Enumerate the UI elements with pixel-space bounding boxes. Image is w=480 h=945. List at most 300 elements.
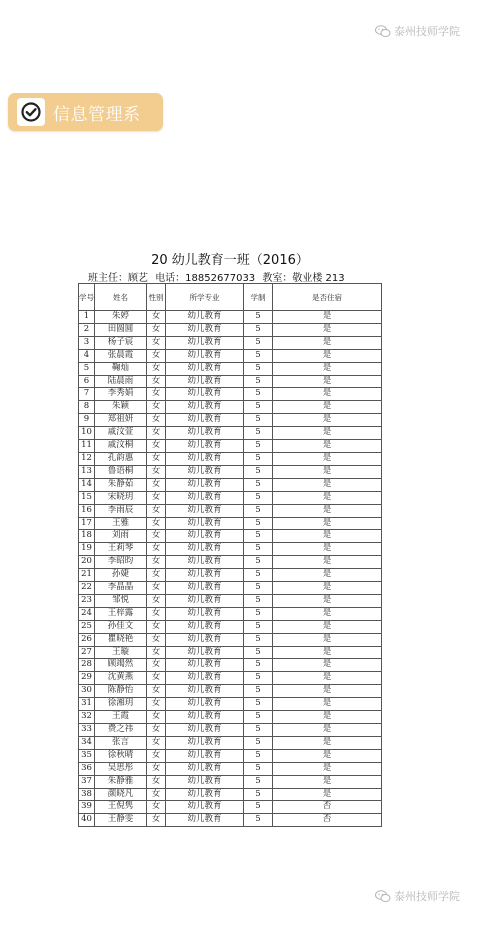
cell-program-length: 5: [244, 801, 273, 814]
cell-boarding: 是: [273, 582, 382, 595]
cell-gender: 女: [147, 556, 166, 569]
cell-boarding: 是: [273, 646, 382, 659]
cell-major: 幼儿教育: [166, 646, 244, 659]
cell-major: 幼儿教育: [166, 736, 244, 749]
cell-major: 幼儿教育: [166, 323, 244, 336]
cell-name: 朱颖: [95, 401, 147, 414]
cell-name: 戚汶萱: [95, 427, 147, 440]
cell-boarding: 是: [273, 698, 382, 711]
cell-boarding: 是: [273, 336, 382, 349]
cell-boarding: 是: [273, 711, 382, 724]
cell-major: 幼儿教育: [166, 724, 244, 737]
cell-name: 张言: [95, 736, 147, 749]
cell-name: 王梓露: [95, 607, 147, 620]
table-row: [79, 698, 382, 711]
cell-gender: 女: [147, 569, 166, 582]
cell-boarding: 是: [273, 491, 382, 504]
cell-program-length: 5: [244, 620, 273, 633]
phone-label: 电话：18852677033: [155, 273, 256, 284]
cell-boarding: 是: [273, 672, 382, 685]
cell-name: 陈静怡: [95, 685, 147, 698]
cell-student-id: 20: [79, 556, 95, 569]
cell-program-length: 5: [244, 685, 273, 698]
cell-student-id: 32: [79, 711, 95, 724]
cell-gender: 女: [147, 801, 166, 814]
cell-program-length: 5: [244, 414, 273, 427]
cell-name: 吴思彤: [95, 762, 147, 775]
cell-gender: 女: [147, 607, 166, 620]
watermark-top: [375, 23, 460, 39]
table-row: [79, 646, 382, 659]
table-row: [79, 607, 382, 620]
cell-boarding: 是: [273, 401, 382, 414]
cell-program-length: 5: [244, 749, 273, 762]
table-row: [79, 633, 382, 646]
table-row: [79, 349, 382, 362]
cell-program-length: 5: [244, 556, 273, 569]
cell-major: 幼儿教育: [166, 491, 244, 504]
cell-program-length: 5: [244, 323, 273, 336]
cell-gender: 女: [147, 349, 166, 362]
cell-program-length: 5: [244, 736, 273, 749]
cell-gender: 女: [147, 736, 166, 749]
cell-gender: 女: [147, 672, 166, 685]
cell-student-id: 10: [79, 427, 95, 440]
cell-name: 邹悦: [95, 594, 147, 607]
cell-major: 幼儿教育: [166, 711, 244, 724]
cell-student-id: 27: [79, 646, 95, 659]
table-body: [79, 311, 382, 827]
cell-major: 幼儿教育: [166, 349, 244, 362]
cell-major: 幼儿教育: [166, 569, 244, 582]
cell-program-length: 5: [244, 569, 273, 582]
wechat-icon: [375, 25, 391, 38]
cell-name: 徐湘玥: [95, 698, 147, 711]
cell-major: 幼儿教育: [166, 517, 244, 530]
cell-boarding: 是: [273, 530, 382, 543]
cell-major: 幼儿教育: [166, 504, 244, 517]
cell-student-id: 6: [79, 375, 95, 388]
cell-gender: 女: [147, 517, 166, 530]
cell-major: 幼儿教育: [166, 633, 244, 646]
cell-gender: 女: [147, 452, 166, 465]
cell-major: 幼儿教育: [166, 311, 244, 324]
table-row: [79, 517, 382, 530]
cell-major: 幼儿教育: [166, 775, 244, 788]
cell-boarding: 是: [273, 556, 382, 569]
cell-name: 王静雯: [95, 814, 147, 827]
cell-boarding: 是: [273, 478, 382, 491]
cell-gender: 女: [147, 814, 166, 827]
cell-name: 王璇: [95, 646, 147, 659]
cell-program-length: 5: [244, 362, 273, 375]
cell-name: 顾竭然: [95, 659, 147, 672]
cell-boarding: 是: [273, 427, 382, 440]
cell-major: 幼儿教育: [166, 814, 244, 827]
cell-name: 王倪隽: [95, 801, 147, 814]
cell-major: 幼儿教育: [166, 749, 244, 762]
cell-student-id: 12: [79, 452, 95, 465]
cell-major: 幼儿教育: [166, 672, 244, 685]
cell-student-id: 37: [79, 775, 95, 788]
cell-student-id: 21: [79, 569, 95, 582]
cell-gender: 女: [147, 594, 166, 607]
cell-boarding: 是: [273, 594, 382, 607]
table-row: [79, 530, 382, 543]
cell-gender: 女: [147, 582, 166, 595]
cell-program-length: 5: [244, 491, 273, 504]
cell-boarding: 是: [273, 375, 382, 388]
cell-gender: 女: [147, 491, 166, 504]
cell-major: 幼儿教育: [166, 801, 244, 814]
cell-major: 幼儿教育: [166, 427, 244, 440]
cell-student-id: 13: [79, 465, 95, 478]
cell-student-id: 16: [79, 504, 95, 517]
cell-boarding: 是: [273, 414, 382, 427]
cell-name: 杨子宸: [95, 336, 147, 349]
badge-label: 信息管理系: [53, 104, 141, 125]
cell-student-id: 8: [79, 401, 95, 414]
table-row: [79, 659, 382, 672]
table-row: [79, 504, 382, 517]
table-row: [79, 401, 382, 414]
cell-student-id: 18: [79, 530, 95, 543]
table-row: [79, 478, 382, 491]
table-row: [79, 672, 382, 685]
cell-student-id: 39: [79, 801, 95, 814]
cell-name: 费之祎: [95, 724, 147, 737]
header-name: 姓名: [95, 284, 147, 311]
header-gender: 性别: [147, 284, 166, 311]
cell-boarding: 是: [273, 620, 382, 633]
table-row: [79, 582, 382, 595]
cell-gender: 女: [147, 388, 166, 401]
header-program-length: 学制: [244, 284, 273, 311]
table-row: [79, 556, 382, 569]
cell-boarding: 是: [273, 349, 382, 362]
cell-boarding: 是: [273, 762, 382, 775]
cell-name: 沈黄燕: [95, 672, 147, 685]
table-row: [79, 814, 382, 827]
cell-student-id: 30: [79, 685, 95, 698]
cell-student-id: 26: [79, 633, 95, 646]
cell-name: 鞠灿: [95, 362, 147, 375]
table-row: [79, 375, 382, 388]
cell-student-id: 31: [79, 698, 95, 711]
table-row: [79, 465, 382, 478]
cell-gender: 女: [147, 336, 166, 349]
cell-gender: 女: [147, 711, 166, 724]
cell-student-id: 28: [79, 659, 95, 672]
cell-gender: 女: [147, 504, 166, 517]
cell-program-length: 5: [244, 517, 273, 530]
cell-student-id: 23: [79, 594, 95, 607]
cell-name: 李晶晶: [95, 582, 147, 595]
cell-student-id: 7: [79, 388, 95, 401]
department-badge: [8, 93, 163, 131]
cell-boarding: 是: [273, 736, 382, 749]
cell-major: 幼儿教育: [166, 698, 244, 711]
cell-program-length: 5: [244, 788, 273, 801]
student-roster-table: [78, 283, 382, 827]
cell-boarding: 是: [273, 440, 382, 453]
table-header-row: [79, 284, 382, 311]
cell-major: 幼儿教育: [166, 607, 244, 620]
cell-program-length: 5: [244, 336, 273, 349]
cell-student-id: 22: [79, 582, 95, 595]
cell-boarding: 是: [273, 517, 382, 530]
cell-major: 幼儿教育: [166, 543, 244, 556]
cell-gender: 女: [147, 478, 166, 491]
cell-program-length: 5: [244, 440, 273, 453]
cell-name: 田圆圆: [95, 323, 147, 336]
table-row: [79, 311, 382, 324]
cell-boarding: 是: [273, 569, 382, 582]
cell-program-length: 5: [244, 388, 273, 401]
cell-gender: 女: [147, 620, 166, 633]
cell-name: 王莉琴: [95, 543, 147, 556]
table-row: [79, 620, 382, 633]
cell-name: 孙佳文: [95, 620, 147, 633]
cell-gender: 女: [147, 724, 166, 737]
wechat-icon: [375, 890, 391, 903]
cell-major: 幼儿教育: [166, 685, 244, 698]
table-row: [79, 452, 382, 465]
cell-name: 颜晓凡: [95, 788, 147, 801]
cell-program-length: 5: [244, 427, 273, 440]
cell-major: 幼儿教育: [166, 478, 244, 491]
cell-gender: 女: [147, 749, 166, 762]
cell-program-length: 5: [244, 504, 273, 517]
cell-name: 王雅: [95, 517, 147, 530]
cell-major: 幼儿教育: [166, 452, 244, 465]
cell-boarding: 是: [273, 659, 382, 672]
cell-student-id: 15: [79, 491, 95, 504]
table-row: [79, 388, 382, 401]
cell-name: 张晨霞: [95, 349, 147, 362]
cell-program-length: 5: [244, 401, 273, 414]
cell-program-length: 5: [244, 646, 273, 659]
cell-gender: 女: [147, 465, 166, 478]
table-row: [79, 491, 382, 504]
cell-boarding: 是: [273, 504, 382, 517]
cell-major: 幼儿教育: [166, 530, 244, 543]
cell-gender: 女: [147, 633, 166, 646]
cell-name: 郑祖妍: [95, 414, 147, 427]
cell-program-length: 5: [244, 672, 273, 685]
cell-student-id: 19: [79, 543, 95, 556]
table-row: [79, 775, 382, 788]
room-label: 教室：敬业楼 213: [262, 273, 345, 284]
cell-name: 鲁语桐: [95, 465, 147, 478]
document-meta: [88, 269, 388, 284]
table-row: [79, 788, 382, 801]
cell-gender: 女: [147, 646, 166, 659]
cell-gender: 女: [147, 685, 166, 698]
watermark-text: 泰州技师学院: [394, 890, 460, 903]
cell-program-length: 5: [244, 452, 273, 465]
cell-major: 幼儿教育: [166, 659, 244, 672]
table-row: [79, 711, 382, 724]
cell-student-id: 36: [79, 762, 95, 775]
cell-name: 戚汶桐: [95, 440, 147, 453]
cell-name: 陆晨雨: [95, 375, 147, 388]
table-row: [79, 414, 382, 427]
cell-program-length: 5: [244, 465, 273, 478]
cell-student-id: 17: [79, 517, 95, 530]
cell-major: 幼儿教育: [166, 440, 244, 453]
cell-name: 朱婷: [95, 311, 147, 324]
cell-major: 幼儿教育: [166, 556, 244, 569]
document-title: 20 幼儿教育一班（2016）: [151, 253, 309, 268]
cell-gender: 女: [147, 401, 166, 414]
cell-major: 幼儿教育: [166, 414, 244, 427]
cell-student-id: 40: [79, 814, 95, 827]
cell-name: 徐秋晴: [95, 749, 147, 762]
cell-boarding: 是: [273, 607, 382, 620]
cell-student-id: 38: [79, 788, 95, 801]
cell-name: 李昭昀: [95, 556, 147, 569]
cell-program-length: 5: [244, 375, 273, 388]
header-major: 所学专业: [166, 284, 244, 311]
cell-gender: 女: [147, 311, 166, 324]
checkmark-icon: [17, 98, 45, 126]
cell-student-id: 5: [79, 362, 95, 375]
cell-program-length: 5: [244, 543, 273, 556]
cell-program-length: 5: [244, 478, 273, 491]
table-row: [79, 762, 382, 775]
cell-student-id: 25: [79, 620, 95, 633]
table-row: [79, 724, 382, 737]
cell-program-length: 5: [244, 698, 273, 711]
cell-gender: 女: [147, 323, 166, 336]
cell-boarding: 是: [273, 388, 382, 401]
cell-gender: 女: [147, 427, 166, 440]
cell-name: 朱静雅: [95, 775, 147, 788]
cell-boarding: 是: [273, 465, 382, 478]
cell-gender: 女: [147, 414, 166, 427]
cell-gender: 女: [147, 362, 166, 375]
cell-student-id: 9: [79, 414, 95, 427]
cell-student-id: 29: [79, 672, 95, 685]
cell-boarding: 是: [273, 749, 382, 762]
cell-major: 幼儿教育: [166, 375, 244, 388]
cell-student-id: 4: [79, 349, 95, 362]
cell-gender: 女: [147, 543, 166, 556]
cell-program-length: 5: [244, 633, 273, 646]
cell-name: 瞿晓艳: [95, 633, 147, 646]
cell-program-length: 5: [244, 594, 273, 607]
table-row: [79, 594, 382, 607]
cell-major: 幼儿教育: [166, 762, 244, 775]
cell-name: 朱静茹: [95, 478, 147, 491]
cell-student-id: 3: [79, 336, 95, 349]
cell-boarding: 是: [273, 775, 382, 788]
cell-name: 孔韵惠: [95, 452, 147, 465]
cell-program-length: 5: [244, 724, 273, 737]
cell-boarding: 是: [273, 362, 382, 375]
teacher-label: 班主任：顾艺: [88, 273, 148, 284]
table-row: [79, 336, 382, 349]
cell-program-length: 5: [244, 582, 273, 595]
cell-major: 幼儿教育: [166, 388, 244, 401]
cell-boarding: 否: [273, 801, 382, 814]
cell-gender: 女: [147, 530, 166, 543]
cell-name: 李秀娟: [95, 388, 147, 401]
cell-program-length: 5: [244, 659, 273, 672]
cell-student-id: 24: [79, 607, 95, 620]
cell-name: 王霞: [95, 711, 147, 724]
cell-boarding: 是: [273, 323, 382, 336]
cell-gender: 女: [147, 375, 166, 388]
cell-major: 幼儿教育: [166, 788, 244, 801]
cell-name: 李雨辰: [95, 504, 147, 517]
cell-name: 宋晓玥: [95, 491, 147, 504]
cell-gender: 女: [147, 775, 166, 788]
cell-program-length: 5: [244, 711, 273, 724]
cell-major: 幼儿教育: [166, 336, 244, 349]
table-row: [79, 749, 382, 762]
cell-boarding: 否: [273, 814, 382, 827]
cell-gender: 女: [147, 440, 166, 453]
header-boarding: 是否住宿: [273, 284, 382, 311]
cell-student-id: 34: [79, 736, 95, 749]
cell-gender: 女: [147, 698, 166, 711]
cell-major: 幼儿教育: [166, 401, 244, 414]
cell-major: 幼儿教育: [166, 582, 244, 595]
watermark-bottom: [375, 888, 460, 904]
watermark-text: 泰州技师学院: [394, 25, 460, 38]
cell-program-length: 5: [244, 607, 273, 620]
table-row: [79, 569, 382, 582]
cell-boarding: 是: [273, 543, 382, 556]
cell-major: 幼儿教育: [166, 362, 244, 375]
cell-name: 孙婕: [95, 569, 147, 582]
cell-student-id: 2: [79, 323, 95, 336]
table-row: [79, 736, 382, 749]
cell-name: 刘雨: [95, 530, 147, 543]
cell-student-id: 14: [79, 478, 95, 491]
cell-major: 幼儿教育: [166, 594, 244, 607]
cell-program-length: 5: [244, 311, 273, 324]
cell-gender: 女: [147, 788, 166, 801]
header-student-id: 学号: [79, 284, 95, 311]
table-row: [79, 440, 382, 453]
cell-boarding: 是: [273, 788, 382, 801]
cell-program-length: 5: [244, 530, 273, 543]
table-row: [79, 362, 382, 375]
table-row: [79, 427, 382, 440]
cell-program-length: 5: [244, 775, 273, 788]
cell-student-id: 35: [79, 749, 95, 762]
cell-major: 幼儿教育: [166, 465, 244, 478]
table-row: [79, 801, 382, 814]
cell-boarding: 是: [273, 633, 382, 646]
cell-student-id: 11: [79, 440, 95, 453]
table-row: [79, 323, 382, 336]
cell-major: 幼儿教育: [166, 620, 244, 633]
cell-student-id: 33: [79, 724, 95, 737]
cell-boarding: 是: [273, 724, 382, 737]
table-row: [79, 543, 382, 556]
cell-program-length: 5: [244, 814, 273, 827]
cell-program-length: 5: [244, 349, 273, 362]
cell-gender: 女: [147, 762, 166, 775]
table-row: [79, 685, 382, 698]
cell-boarding: 是: [273, 685, 382, 698]
cell-boarding: 是: [273, 311, 382, 324]
cell-program-length: 5: [244, 762, 273, 775]
